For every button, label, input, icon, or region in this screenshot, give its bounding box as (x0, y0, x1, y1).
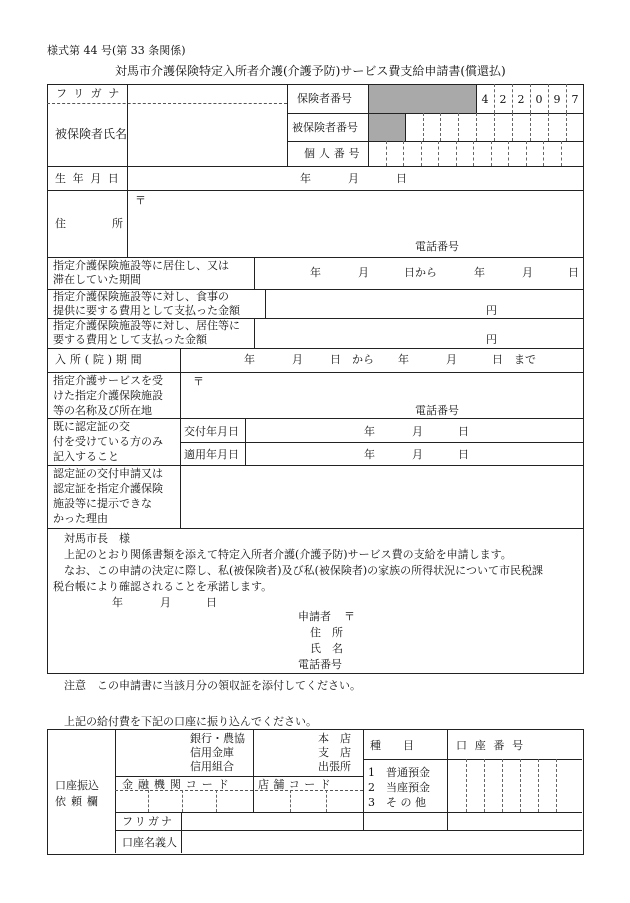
issue-date-label: 交付年月日 (184, 425, 239, 438)
stay-period-label-1: 指定介護保険施設等に居住し、又は (53, 259, 229, 272)
service-facility-field[interactable] (181, 373, 582, 417)
account-holder-label: 口座名義人 (122, 836, 177, 849)
insurer-digit: 2 (499, 93, 507, 106)
bank-name-field[interactable] (116, 730, 252, 775)
account-type-1[interactable]: 1 普通預金 (368, 766, 430, 779)
birth-year: 年 (300, 172, 311, 185)
inst-type-2: 信用金庫 (190, 746, 234, 759)
branch-code-field[interactable] (254, 791, 362, 811)
branch-type-2: 支 店 (318, 746, 351, 759)
declaration-day: 日 (206, 596, 217, 609)
addressee: 対馬市長 様 (64, 532, 130, 545)
account-number-label: 口座番号 (456, 739, 531, 752)
insured-name-field[interactable] (128, 104, 286, 165)
bank-intro: 上記の給付費を下記の口座に振り込んでください。 (64, 715, 317, 728)
declaration-line-3: 税台帳により確認されることを承諾します。 (53, 580, 273, 593)
inst-type-3: 信用組合 (190, 760, 234, 773)
reason-label-1: 認定証の交付申請又は (53, 467, 163, 480)
branch-type-3: 出張所 (318, 760, 351, 773)
insurer-digit: 9 (553, 93, 561, 106)
applicant-address-label: 住 所 (310, 626, 343, 639)
insured-number-field[interactable] (406, 114, 582, 140)
stay-from-year: 年 (310, 266, 321, 279)
bank-furigana-field[interactable] (182, 813, 581, 829)
stay-to-day: 日 (568, 266, 579, 279)
apply-month: 月 (412, 448, 423, 461)
address-label-1: 住 (55, 217, 66, 230)
residence-cost-label-2: 要する費用として支払った金額 (53, 333, 207, 346)
bank-side-label-2: 依頼欄 (55, 795, 103, 808)
form-title: 対馬市介護保険特定入所者介護(介護予防)サービス費支給申請書(償還払) (115, 64, 506, 78)
account-type-label: 種 目 (370, 739, 414, 752)
inst-code-field[interactable] (116, 791, 252, 811)
residence-cost-unit: 円 (486, 333, 497, 346)
food-cost-field[interactable] (266, 290, 582, 317)
branch-name-field[interactable] (254, 730, 362, 775)
issue-year: 年 (364, 425, 375, 438)
attachment-note: 注意 この申請書に当該月分の領収証を添付してください。 (64, 679, 361, 692)
declaration-year: 年 (112, 596, 123, 609)
branch-type-1: 本 店 (318, 732, 351, 745)
admission-from-month: 月 (292, 353, 303, 366)
certificate-label-1: 既に認定証の交 (53, 420, 130, 433)
admission-to-month: 月 (446, 353, 457, 366)
bank-furigana-label: フリガナ (122, 815, 175, 828)
service-facility-label-1: 指定介護サービスを受 (53, 374, 163, 387)
apply-year: 年 (364, 448, 375, 461)
personal-number-field[interactable] (369, 142, 582, 165)
service-facility-postal-mark: 〒 (193, 375, 204, 388)
residence-cost-label-1: 指定介護保険施設等に対し、居住等に (53, 319, 240, 332)
apply-day: 日 (458, 448, 469, 461)
inst-type-1: 銀行・農協 (190, 732, 245, 745)
service-facility-phone-label: 電話番号 (415, 404, 459, 417)
branch-code-label: 店舗コード (258, 778, 335, 791)
residence-cost-field[interactable] (255, 319, 582, 347)
service-facility-label-3: 等の名称及び所在地 (53, 404, 152, 417)
declaration-month: 月 (160, 596, 171, 609)
insurer-number-label: 保険者番号 (297, 92, 352, 105)
form-number: 様式第 44 号(第 33 条関係) (47, 44, 186, 57)
food-cost-label-2: 提供に要する費用として支払った金額 (53, 304, 240, 317)
insurer-digit: 2 (517, 93, 525, 106)
birth-day: 日 (396, 172, 407, 185)
applicant-label: 申請者 (298, 610, 331, 623)
inst-code-label: 金融機関コード (122, 778, 234, 791)
admission-period-field[interactable] (181, 349, 582, 371)
certificate-label-3: 記入すること (53, 450, 119, 463)
insurer-digit: 7 (571, 93, 579, 106)
insured-name-label: 被保険者氏名 (55, 127, 128, 141)
food-cost-unit: 円 (486, 304, 497, 317)
admission-from-day: 日 (330, 353, 341, 366)
insured-number-label: 被保険者番号 (292, 121, 358, 134)
admission-period-label: 入所(院)期間 (55, 353, 146, 366)
apply-date-field[interactable] (246, 443, 582, 464)
bank-side-label-1: 口座振込 (55, 779, 99, 792)
declaration-line-1: 上記のとおり関係書類を添えて特定入所者介護(介護予防)サービス費の支給を申請します。 (64, 548, 512, 561)
applicant-name-label: 氏 名 (310, 642, 343, 655)
personal-number-label: 個人番号 (304, 147, 364, 160)
stay-period-label-2: 滞在していた期間 (53, 273, 141, 286)
birth-date-field[interactable] (128, 167, 582, 189)
declaration-line-2: なお、この申請の決定に際し、私(被保険者)及び私(被保険者)の家族の所得状況について市民税課 (64, 564, 543, 577)
furigana-label: フリガナ (56, 87, 126, 100)
admission-from-year: 年 (244, 353, 255, 366)
postal-mark: 〒 (135, 194, 146, 207)
issue-day: 日 (458, 425, 469, 438)
reason-label-3: 施設等に提示できな (53, 497, 152, 510)
admission-to-year: 年 (398, 353, 409, 366)
reason-label-2: 認定証を指定介護保険 (53, 482, 163, 495)
birth-date-label: 生年月日 (55, 172, 126, 185)
certificate-label-2: 付を受けている方のみ (53, 435, 163, 448)
reason-label-4: かった理由 (53, 512, 108, 525)
account-holder-field[interactable] (182, 831, 581, 852)
issue-date-field[interactable] (246, 419, 582, 441)
account-type-2[interactable]: 2 当座預金 (368, 781, 430, 794)
insurer-digit: 0 (535, 93, 543, 106)
stay-to-year: 年 (474, 266, 485, 279)
apply-date-label: 適用年月日 (184, 448, 239, 461)
stay-period-field[interactable] (255, 258, 582, 288)
applicant-postal-mark: 〒 (344, 610, 355, 623)
address-field[interactable] (128, 191, 582, 256)
stay-from-month: 月 (358, 266, 369, 279)
phone-label: 電話番号 (415, 240, 459, 253)
admission-to-day: 日 (492, 353, 503, 366)
reason-field[interactable] (181, 466, 582, 527)
account-type-3[interactable]: 3 そ の 他 (368, 796, 426, 809)
furigana-field[interactable] (128, 85, 286, 103)
issue-month: 月 (412, 425, 423, 438)
birth-month: 月 (348, 172, 359, 185)
service-facility-label-2: けた指定介護保険施設 (53, 389, 163, 402)
insurer-digit: 4 (481, 93, 489, 106)
stay-from-day: 日から (404, 266, 437, 279)
admission-until-text: まで (514, 353, 536, 366)
admission-from-text: から (352, 353, 374, 366)
stay-to-month: 月 (522, 266, 533, 279)
applicant-phone-label: 電話番号 (298, 658, 342, 671)
account-number-field[interactable] (448, 760, 581, 811)
food-cost-label-1: 指定介護保険施設等に対し、食事の (53, 290, 229, 303)
applicant-field[interactable] (362, 608, 577, 670)
address-label-2: 所 (112, 217, 123, 230)
